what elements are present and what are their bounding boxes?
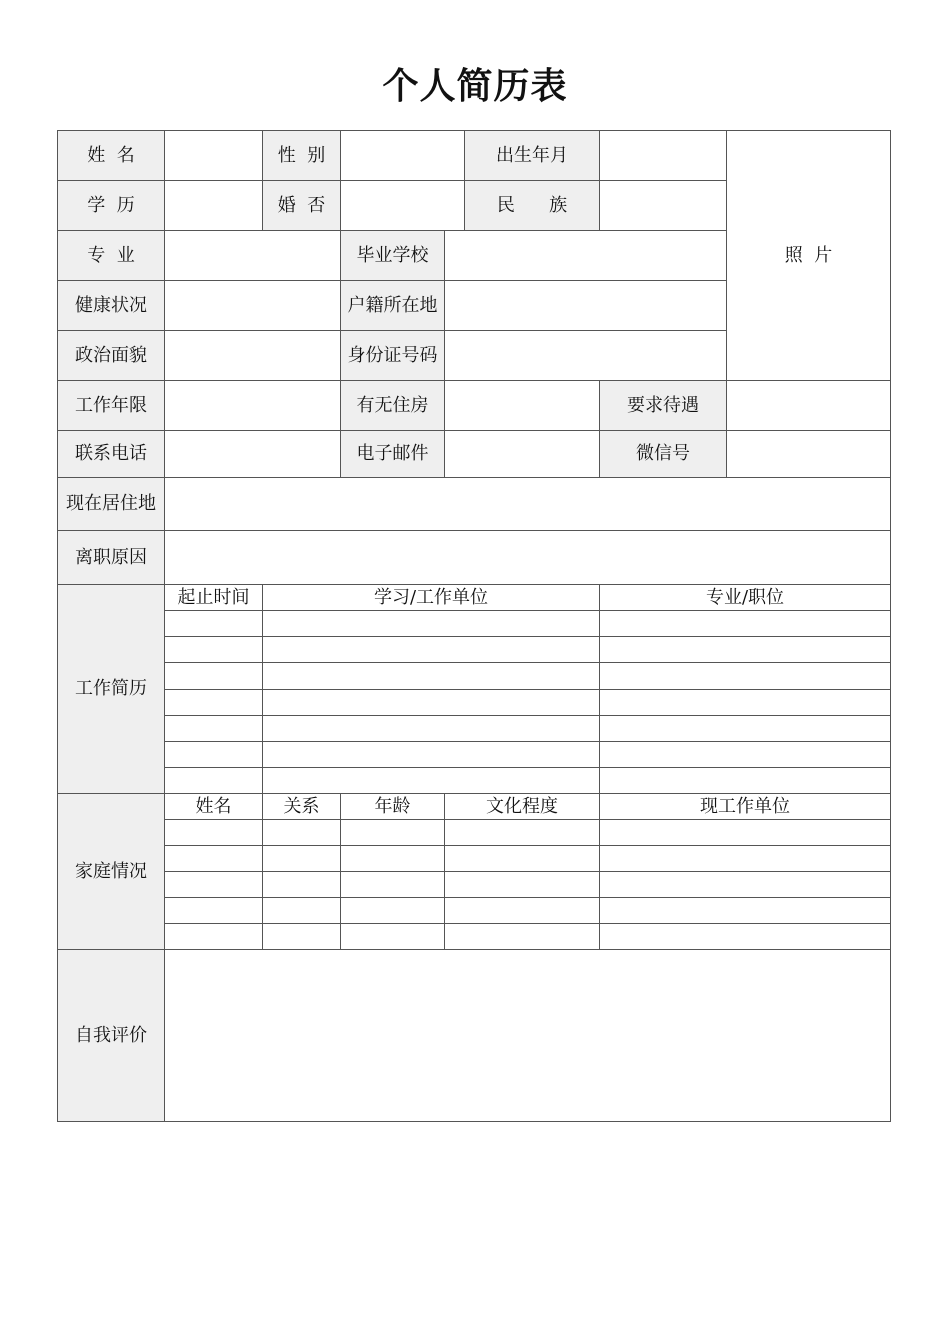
resume-table xyxy=(57,130,891,1122)
self-eval-label: 自我评价 xyxy=(58,950,165,1122)
work-period-cell[interactable] xyxy=(165,690,263,716)
family-employer-cell[interactable] xyxy=(600,872,891,898)
work-position-cell[interactable] xyxy=(600,637,891,663)
family-row xyxy=(58,846,891,872)
hukou-field[interactable] xyxy=(445,281,727,331)
work-period-cell[interactable] xyxy=(165,742,263,768)
work-period-cell[interactable] xyxy=(165,663,263,690)
work-position-cell[interactable] xyxy=(600,663,891,690)
family-age-cell[interactable] xyxy=(341,898,445,924)
work-unit-cell[interactable] xyxy=(263,611,600,637)
work-history-row xyxy=(58,768,891,794)
work-period-cell[interactable] xyxy=(165,768,263,794)
family-age-cell[interactable] xyxy=(341,846,445,872)
photo-box[interactable]: 照 片 xyxy=(727,131,891,381)
political-label: 政治面貌 xyxy=(58,331,165,381)
major-field[interactable] xyxy=(165,231,341,281)
family-relation-cell[interactable] xyxy=(263,846,341,872)
idcard-label: 身份证号码 xyxy=(341,331,445,381)
work-unit-cell[interactable] xyxy=(263,637,600,663)
email-field[interactable] xyxy=(445,431,600,478)
work-period-cell[interactable] xyxy=(165,637,263,663)
birth-field[interactable] xyxy=(600,131,727,181)
years-label: 工作年限 xyxy=(58,381,165,431)
family-name-cell[interactable] xyxy=(165,846,263,872)
family-age-cell[interactable] xyxy=(341,872,445,898)
email-label: 电子邮件 xyxy=(341,431,445,478)
phone-field[interactable] xyxy=(165,431,341,478)
family-education-cell[interactable] xyxy=(445,872,600,898)
work-position-cell[interactable] xyxy=(600,611,891,637)
family-row xyxy=(58,924,891,950)
family-row xyxy=(58,898,891,924)
marital-label: 婚 否 xyxy=(263,181,341,231)
salary-field[interactable] xyxy=(727,381,891,431)
family-relation-cell[interactable] xyxy=(263,924,341,950)
family-relation-cell[interactable] xyxy=(263,872,341,898)
education-label: 学 历 xyxy=(58,181,165,231)
work-position-cell[interactable] xyxy=(600,768,891,794)
birth-label: 出生年月 xyxy=(465,131,600,181)
family-header-education: 文化程度 xyxy=(445,794,600,820)
work-unit-cell[interactable] xyxy=(263,768,600,794)
work-history-header-period: 起止时间 xyxy=(165,585,263,611)
family-row xyxy=(58,872,891,898)
salary-label: 要求待遇 xyxy=(600,381,727,431)
family-name-cell[interactable] xyxy=(165,820,263,846)
family-employer-cell[interactable] xyxy=(600,820,891,846)
hukou-label: 户籍所在地 xyxy=(341,281,445,331)
family-age-cell[interactable] xyxy=(341,820,445,846)
work-unit-cell[interactable] xyxy=(263,716,600,742)
work-position-cell[interactable] xyxy=(600,690,891,716)
gender-label: 性 别 xyxy=(263,131,341,181)
family-education-cell[interactable] xyxy=(445,924,600,950)
phone-label: 联系电话 xyxy=(58,431,165,478)
work-period-cell[interactable] xyxy=(165,716,263,742)
family-education-cell[interactable] xyxy=(445,846,600,872)
family-age-cell[interactable] xyxy=(341,924,445,950)
gender-field[interactable] xyxy=(341,131,465,181)
family-row xyxy=(58,820,891,846)
family-employer-cell[interactable] xyxy=(600,846,891,872)
ethnicity-label: 民 族 xyxy=(465,181,600,231)
work-position-cell[interactable] xyxy=(600,742,891,768)
family-education-cell[interactable] xyxy=(445,898,600,924)
school-label: 毕业学校 xyxy=(341,231,445,281)
family-name-cell[interactable] xyxy=(165,872,263,898)
major-label: 专 业 xyxy=(58,231,165,281)
work-position-cell[interactable] xyxy=(600,716,891,742)
family-header-name: 姓名 xyxy=(165,794,263,820)
family-name-cell[interactable] xyxy=(165,924,263,950)
self-eval-field[interactable] xyxy=(165,950,891,1122)
wechat-field[interactable] xyxy=(727,431,891,478)
work-unit-cell[interactable] xyxy=(263,663,600,690)
work-history-row xyxy=(58,742,891,768)
family-header-relation: 关系 xyxy=(263,794,341,820)
work-unit-cell[interactable] xyxy=(263,742,600,768)
work-history-row xyxy=(58,663,891,690)
work-history-label: 工作简历 xyxy=(58,585,165,794)
name-label: 姓 名 xyxy=(58,131,165,181)
work-history-row xyxy=(58,716,891,742)
family-employer-cell[interactable] xyxy=(600,924,891,950)
housing-field[interactable] xyxy=(445,381,600,431)
school-field[interactable] xyxy=(445,231,727,281)
work-history-header-position: 专业/职位 xyxy=(600,585,891,611)
marital-field[interactable] xyxy=(341,181,465,231)
family-education-cell[interactable] xyxy=(445,820,600,846)
family-header-employer: 现工作单位 xyxy=(600,794,891,820)
family-header-age: 年龄 xyxy=(341,794,445,820)
name-field[interactable] xyxy=(165,131,263,181)
work-history-header-unit: 学习/工作单位 xyxy=(263,585,600,611)
family-label: 家庭情况 xyxy=(58,794,165,950)
work-period-cell[interactable] xyxy=(165,611,263,637)
leave-reason-field[interactable] xyxy=(165,531,891,585)
page-title: 个人简历表 xyxy=(382,65,568,107)
housing-label: 有无住房 xyxy=(341,381,445,431)
family-name-cell[interactable] xyxy=(165,898,263,924)
work-history-row xyxy=(58,690,891,716)
health-field[interactable] xyxy=(165,281,341,331)
leave-reason-label: 离职原因 xyxy=(58,531,165,585)
health-label: 健康状况 xyxy=(58,281,165,331)
address-field[interactable] xyxy=(165,478,891,531)
work-history-row xyxy=(58,611,891,637)
idcard-field[interactable] xyxy=(445,331,727,381)
ethnicity-field[interactable] xyxy=(600,181,727,231)
family-relation-cell[interactable] xyxy=(263,820,341,846)
work-history-row xyxy=(58,637,891,663)
family-employer-cell[interactable] xyxy=(600,898,891,924)
work-unit-cell[interactable] xyxy=(263,690,600,716)
address-label: 现在居住地 xyxy=(58,478,165,531)
education-field[interactable] xyxy=(165,181,263,231)
wechat-label: 微信号 xyxy=(600,431,727,478)
years-field[interactable] xyxy=(165,381,341,431)
political-field[interactable] xyxy=(165,331,341,381)
family-relation-cell[interactable] xyxy=(263,898,341,924)
